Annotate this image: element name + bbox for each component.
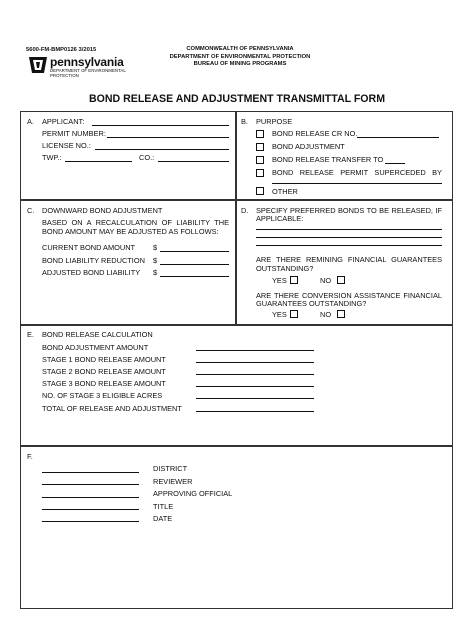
bond-release-cr-checkbox[interactable]: [256, 130, 264, 138]
remining-question-line2: OUTSTANDING?: [256, 264, 314, 273]
signoff-label: TITLE: [153, 502, 174, 511]
keystone-logo-icon: [27, 55, 49, 75]
conversion-yes-checkbox[interactable]: [290, 310, 298, 318]
section-d-letter: D.: [241, 206, 249, 215]
other-label: OTHER: [272, 187, 298, 196]
bond-adjustment-label: BOND ADJUSTMENT: [272, 142, 345, 151]
section-f-box: [20, 445, 453, 609]
downward-adjustment-heading: DOWNWARD BOND ADJUSTMENT: [42, 206, 163, 215]
signoff-field[interactable]: [42, 497, 139, 498]
conversion-question-line1: ARE THERE CONVERSION ASSISTANCE FINANCIAL: [256, 291, 442, 300]
signoff-field[interactable]: [42, 521, 139, 522]
license-label: LICENSE NO.:: [42, 141, 91, 150]
remining-yes-label: YES: [272, 276, 287, 285]
conversion-yes-label: YES: [272, 310, 287, 319]
other-checkbox[interactable]: [256, 187, 264, 195]
calc-row-field[interactable]: [196, 374, 314, 375]
remining-no-checkbox[interactable]: [337, 276, 345, 284]
permit-superceded-checkbox[interactable]: [256, 169, 264, 177]
conversion-question-line2: GUARANTEES OUTSTANDING?: [256, 299, 367, 308]
signoff-label: DISTRICT: [153, 464, 188, 473]
signoff-field[interactable]: [42, 484, 139, 485]
bond-release-cr-field[interactable]: [357, 137, 439, 138]
logo-wordmark: pennsylvania: [50, 55, 124, 69]
conversion-no-label: NO: [320, 310, 332, 319]
adjusted-liability-field[interactable]: [160, 276, 229, 277]
bond-release-transfer-label: BOND RELEASE TRANSFER TO: [272, 155, 384, 164]
section-a-letter: A.: [27, 117, 34, 126]
adjusted-liability-dollar: $: [153, 268, 158, 277]
license-field[interactable]: [95, 149, 229, 150]
form-code: 5600-FM-BMP0126 3/2015: [26, 47, 97, 53]
applicant-label: APPLICANT:: [42, 117, 85, 126]
calc-row-label: STAGE 1 BOND RELEASE AMOUNT: [42, 355, 166, 364]
section-c-letter: C.: [27, 206, 35, 215]
recalc-description-line2: BOND AMOUNT MAY BE ADJUSTED AS FOLLOWS:: [42, 227, 219, 236]
permit-superceded-label: BOND RELEASE PERMIT SUPERCEDED BY: [272, 168, 442, 177]
remining-question-line1: ARE THERE REMINING FINANCIAL GUARANTEES: [256, 255, 442, 264]
preferred-bonds-field-3[interactable]: [256, 245, 442, 246]
liability-reduction-label: BOND LIABILITY REDUCTION: [42, 256, 145, 265]
calc-row-field[interactable]: [196, 411, 314, 412]
calc-row-field[interactable]: [196, 398, 314, 399]
conversion-no-checkbox[interactable]: [337, 310, 345, 318]
permit-superceded-field[interactable]: [272, 183, 442, 184]
county-label: CO.:: [139, 153, 155, 162]
calc-row-label: TOTAL OF RELEASE AND ADJUSTMENT: [42, 404, 182, 413]
calc-row-label: BOND ADJUSTMENT AMOUNT: [42, 343, 149, 352]
signoff-label: REVIEWER: [153, 477, 193, 486]
preferred-bonds-question-line1: SPECIFY PREFERRED BONDS TO BE RELEASED, IF: [256, 206, 442, 215]
purpose-heading: PURPOSE: [256, 117, 293, 126]
preferred-bonds-field-2[interactable]: [256, 237, 442, 238]
calc-row-label: NO. OF STAGE 3 ELIGIBLE ACRES: [42, 391, 163, 400]
bond-adjustment-checkbox[interactable]: [256, 143, 264, 151]
current-bond-dollar: $: [153, 243, 158, 252]
recalc-description-line1: BASED ON A RECALCULATION OF LIABILITY THE: [42, 218, 229, 227]
twp-label: TWP.:: [42, 153, 62, 162]
county-field[interactable]: [158, 161, 229, 162]
permit-number-field[interactable]: [107, 137, 229, 138]
liability-reduction-dollar: $: [153, 256, 158, 265]
preferred-bonds-field-1[interactable]: [256, 229, 442, 230]
agency-block: COMMONWEALTH OF PENNSYLVANIA DEPARTMENT OF ENVIRONMENTAL PROTECTION BUREAU OF MINING PROGRAMS: [169, 46, 311, 68]
remining-yes-checkbox[interactable]: [290, 276, 298, 284]
current-bond-label: CURRENT BOND AMOUNT: [42, 243, 136, 252]
calc-row-label: STAGE 3 BOND RELEASE AMOUNT: [42, 379, 166, 388]
bond-release-transfer-field[interactable]: [385, 163, 405, 164]
signoff-field[interactable]: [42, 509, 139, 510]
calc-row-field[interactable]: [196, 362, 314, 363]
logo-subtitle: DEPARTMENT OF ENVIRONMENTAL PROTECTION: [50, 68, 126, 78]
signoff-label: APPROVING OFFICIAL: [153, 489, 233, 498]
section-f-letter: F.: [27, 452, 33, 461]
liability-reduction-field[interactable]: [160, 264, 229, 265]
bond-release-cr-label: BOND RELEASE CR NO.: [272, 129, 358, 138]
permit-number-label: PERMIT NUMBER:: [42, 129, 106, 138]
preferred-bonds-question-line2: APPLICABLE:: [256, 214, 304, 223]
form-title: BOND RELEASE AND ADJUSTMENT TRANSMITTAL FORM: [88, 93, 386, 105]
current-bond-field[interactable]: [160, 251, 229, 252]
calc-row-field[interactable]: [196, 386, 314, 387]
calc-row-field[interactable]: [196, 350, 314, 351]
bond-release-calc-heading: BOND RELEASE CALCULATION: [42, 330, 153, 339]
section-e-letter: E.: [27, 330, 34, 339]
bond-release-transfer-checkbox[interactable]: [256, 156, 264, 164]
applicant-field[interactable]: [92, 125, 229, 126]
signoff-field[interactable]: [42, 472, 139, 473]
adjusted-liability-label: ADJUSTED BOND LIABILITY: [42, 268, 141, 277]
remining-no-label: NO: [320, 276, 332, 285]
twp-field[interactable]: [65, 161, 132, 162]
calc-row-label: STAGE 2 BOND RELEASE AMOUNT: [42, 367, 166, 376]
section-b-letter: B.: [241, 117, 248, 126]
signoff-label: DATE: [153, 514, 173, 523]
